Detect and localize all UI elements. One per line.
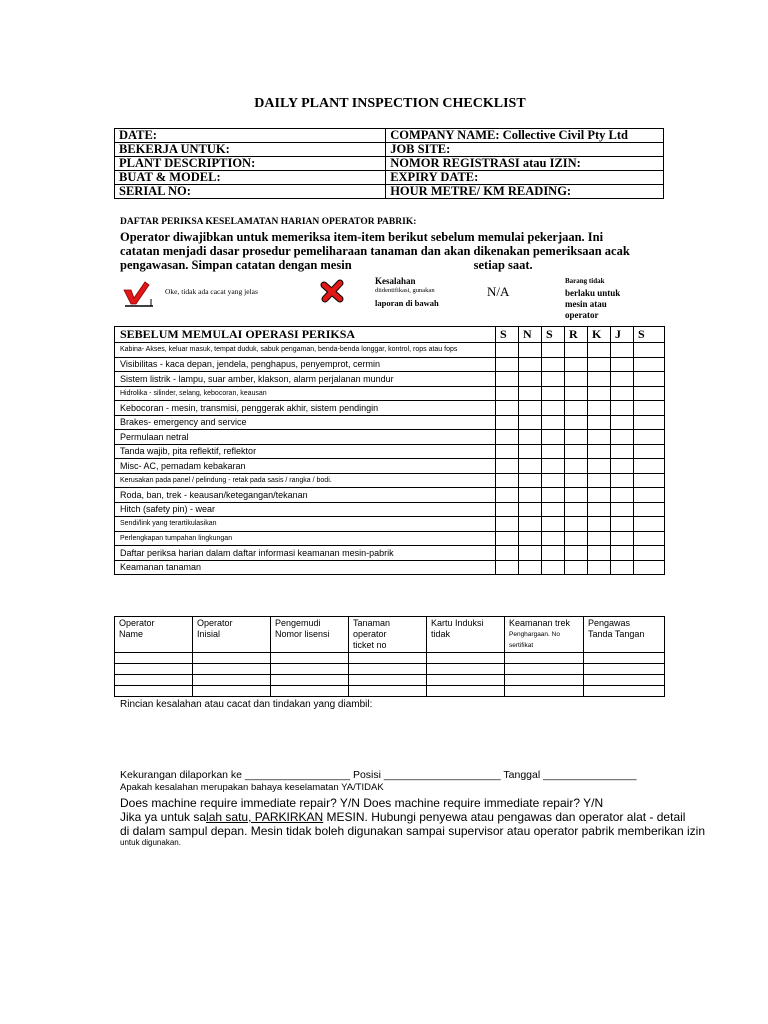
intro-line-3b: setiap saat.	[473, 258, 533, 272]
checklist-mark-cell[interactable]	[588, 386, 611, 401]
checklist-row	[115, 430, 665, 445]
checklist-item-label: Hidrolika - silinder, selang, kebocoran, keausan	[115, 386, 496, 401]
checklist-mark-cell[interactable]	[565, 473, 588, 488]
checklist-row	[115, 459, 665, 474]
checklist-item-label: Sendi/link yang terartikulasikan	[115, 517, 496, 532]
checklist-mark-cell[interactable]	[565, 502, 588, 517]
checklist-mark-cell[interactable]	[496, 357, 519, 372]
operator-entry-row	[115, 675, 665, 686]
operator-entry-cell[interactable]	[427, 653, 505, 664]
checklist-mark-cell[interactable]	[565, 531, 588, 546]
operator-column-header	[584, 617, 665, 653]
legend-na: N/A	[487, 284, 510, 299]
checklist-mark-cell[interactable]	[542, 531, 565, 546]
header-row	[115, 185, 664, 199]
checklist-row	[115, 401, 665, 416]
checklist-item-label: Perlengkapan tumpahan lingkungan	[115, 531, 496, 546]
legend-fault-report: laporan di bawah	[375, 298, 439, 308]
day-column-header: N	[519, 327, 542, 343]
operator-column-header	[271, 617, 349, 653]
checklist-mark-cell[interactable]	[519, 357, 542, 372]
checklist-mark-cell[interactable]	[519, 343, 542, 358]
day-column-header: J	[611, 327, 634, 343]
checklist-row	[115, 502, 665, 517]
checklist-mark-cell[interactable]	[565, 517, 588, 532]
checklist-mark-cell[interactable]	[588, 343, 611, 358]
checklist-row	[115, 560, 665, 575]
checklist-mark-cell[interactable]	[634, 473, 665, 488]
checklist-mark-cell[interactable]	[519, 488, 542, 503]
checklist-mark-cell[interactable]	[565, 415, 588, 430]
checklist-mark-cell[interactable]	[588, 502, 611, 517]
operator-entry-row	[115, 664, 665, 675]
operator-entry-cell[interactable]	[505, 653, 584, 664]
checklist-mark-cell[interactable]	[542, 517, 565, 532]
inspection-checklist-table	[114, 326, 665, 575]
checklist-mark-cell[interactable]	[496, 560, 519, 575]
operator-entry-cell[interactable]	[271, 686, 349, 697]
park-text-a: Jika ya untuk sa	[120, 810, 207, 824]
park-instruction-line-1	[120, 810, 685, 824]
checklist-mark-cell[interactable]	[565, 546, 588, 561]
checklist-mark-cell[interactable]	[565, 430, 588, 445]
checklist-heading: SEBELUM MEMULAI OPERASI PERIKSA	[115, 327, 496, 343]
checklist-mark-cell[interactable]	[634, 560, 665, 575]
checklist-mark-cell[interactable]	[634, 343, 665, 358]
checklist-mark-cell[interactable]	[542, 502, 565, 517]
checklist-mark-cell[interactable]	[496, 517, 519, 532]
checklist-item-label: Brakes- emergency and service	[115, 415, 496, 430]
checklist-mark-cell[interactable]	[542, 357, 565, 372]
checklist-mark-cell[interactable]	[611, 546, 634, 561]
legend-na-line4: operator	[565, 310, 599, 320]
checklist-mark-cell[interactable]	[519, 415, 542, 430]
checklist-mark-cell[interactable]	[611, 488, 634, 503]
checklist-mark-cell[interactable]	[565, 343, 588, 358]
checklist-mark-cell[interactable]	[542, 560, 565, 575]
legend-na-small: Barang tidak	[565, 277, 605, 285]
operator-entry-cell[interactable]	[193, 653, 271, 664]
intro-line-2: catatan menjadi dasar prosedur pemeliharaan tanaman dan akan dikenakan pemeriksaan acak	[120, 244, 630, 258]
checklist-mark-cell[interactable]	[519, 560, 542, 575]
checklist-mark-cell[interactable]	[519, 401, 542, 416]
checklist-mark-cell[interactable]	[588, 372, 611, 387]
operator-header-text: Tanaman	[353, 618, 391, 628]
reported-to-line: Kekurangan dilaporkan ke __________________ Posisi ____________________ Tanggal ________________	[120, 769, 637, 781]
checklist-mark-cell[interactable]	[588, 560, 611, 575]
checklist-mark-cell[interactable]	[565, 401, 588, 416]
header-cell: HOUR METRE/ KM READING:	[386, 185, 664, 199]
day-column-header: R	[565, 327, 588, 343]
operator-column-header	[505, 617, 584, 653]
checklist-mark-cell[interactable]	[588, 459, 611, 474]
operator-header-text: Operator	[119, 618, 155, 628]
checklist-row	[115, 546, 665, 561]
repair-question: Does machine require immediate repair? Y/N Does machine require immediate repair? Y/N	[120, 796, 604, 810]
checklist-mark-cell[interactable]	[496, 343, 519, 358]
checklist-mark-cell[interactable]	[611, 444, 634, 459]
checklist-item-label: Kabina- Akses, keluar masuk, tempat duduk, sabuk pengaman, benda-benda longgar, kontrol, rops atau fops	[115, 343, 496, 358]
checklist-mark-cell[interactable]	[496, 459, 519, 474]
checklist-mark-cell[interactable]	[496, 415, 519, 430]
checklist-mark-cell[interactable]	[496, 473, 519, 488]
operator-entry-cell[interactable]	[115, 653, 193, 664]
checklist-mark-cell[interactable]	[611, 560, 634, 575]
operator-entry-cell[interactable]	[427, 675, 505, 686]
operator-header-row	[115, 617, 665, 653]
checklist-mark-cell[interactable]	[634, 502, 665, 517]
operator-entry-cell[interactable]	[193, 686, 271, 697]
checklist-item-label: Kerusakan pada panel / pelindung - retak pada sasis / rangka / bodi.	[115, 473, 496, 488]
operator-entry-cell[interactable]	[349, 653, 427, 664]
checklist-mark-cell[interactable]	[634, 430, 665, 445]
header-row	[115, 157, 664, 171]
header-cell: COMPANY NAME: Collective Civil Pty Ltd	[386, 129, 664, 143]
operator-header-text: Name	[119, 629, 144, 639]
legend-fault-sub: diidentifikasi, gunakan	[375, 287, 435, 294]
cross-icon	[320, 279, 346, 303]
operator-entry-cell[interactable]	[193, 675, 271, 686]
operator-header-text: Operator	[197, 618, 233, 628]
operator-entry-row	[115, 686, 665, 697]
checklist-mark-cell[interactable]	[542, 444, 565, 459]
checklist-mark-cell[interactable]	[519, 517, 542, 532]
checklist-mark-cell[interactable]	[496, 372, 519, 387]
checklist-row	[115, 473, 665, 488]
checklist-mark-cell[interactable]	[542, 415, 565, 430]
checklist-mark-cell[interactable]	[611, 517, 634, 532]
checklist-mark-cell[interactable]	[519, 502, 542, 517]
operator-header-text: ticket no	[353, 640, 387, 650]
checklist-mark-cell[interactable]	[634, 517, 665, 532]
operator-column-header	[427, 617, 505, 653]
park-text-b: MESIN. Hubungi penyewa atau pengawas dan operator alat - detail	[323, 810, 686, 824]
operator-entry-cell[interactable]	[271, 675, 349, 686]
checklist-mark-cell[interactable]	[496, 401, 519, 416]
checklist-mark-cell[interactable]	[634, 459, 665, 474]
legend-na-lines	[565, 288, 620, 321]
operator-column-header	[349, 617, 427, 653]
checklist-mark-cell[interactable]	[496, 386, 519, 401]
checklist-mark-cell[interactable]	[634, 357, 665, 372]
checklist-item-label: Keamanan tanaman	[115, 560, 496, 575]
checklist-row	[115, 372, 665, 387]
checklist-mark-cell[interactable]	[611, 357, 634, 372]
operator-column-header	[115, 617, 193, 653]
checklist-mark-cell[interactable]	[565, 488, 588, 503]
checklist-mark-cell[interactable]	[634, 546, 665, 561]
legend-fault-title: Kesalahan	[375, 276, 416, 286]
checkmark-icon	[121, 279, 155, 309]
checklist-mark-cell[interactable]	[565, 444, 588, 459]
checklist-row	[115, 444, 665, 459]
checklist-mark-cell[interactable]	[611, 531, 634, 546]
header-row	[115, 143, 664, 157]
day-column-header: K	[588, 327, 611, 343]
operator-entry-cell[interactable]	[349, 675, 427, 686]
checklist-mark-cell[interactable]	[519, 372, 542, 387]
header-cell: EXPIRY DATE:	[386, 171, 664, 185]
operator-entry-cell[interactable]	[193, 664, 271, 675]
checklist-mark-cell[interactable]	[519, 531, 542, 546]
checklist-header-row	[115, 327, 665, 343]
hazard-question: Apakah kesalahan merupakan bahaya keselamatan YA/TIDAK	[120, 782, 384, 793]
checklist-mark-cell[interactable]	[519, 546, 542, 561]
day-column-header: S	[634, 327, 665, 343]
operator-entry-cell[interactable]	[115, 675, 193, 686]
operator-entry-cell[interactable]	[427, 664, 505, 675]
checklist-row	[115, 517, 665, 532]
checklist-mark-cell[interactable]	[588, 488, 611, 503]
day-column-header: S	[542, 327, 565, 343]
checklist-mark-cell[interactable]	[542, 372, 565, 387]
operator-entry-cell[interactable]	[349, 664, 427, 675]
checklist-item-label: Misc- AC, pemadam kebakaran	[115, 459, 496, 474]
checklist-mark-cell[interactable]	[519, 386, 542, 401]
checklist-mark-cell[interactable]	[542, 473, 565, 488]
header-row	[115, 129, 664, 143]
checklist-item-label: Daftar periksa harian dalam daftar informasi keamanan mesin-pabrik	[115, 546, 496, 561]
checklist-mark-cell[interactable]	[519, 473, 542, 488]
checklist-mark-cell[interactable]	[611, 459, 634, 474]
operator-header-text: Pengawas	[588, 618, 631, 628]
header-cell: NOMOR REGISTRASI atau IZIN:	[386, 157, 664, 171]
checklist-item-label: Tanda wajib, pita reflektif, reflektor	[115, 444, 496, 459]
operator-header-text: Kartu Induksi	[431, 618, 484, 628]
park-instruction-line-3: untuk digunakan.	[120, 838, 181, 847]
operator-header-text: Penghargaan. No sertifikat	[509, 631, 560, 649]
checklist-mark-cell[interactable]	[519, 444, 542, 459]
checklist-row	[115, 386, 665, 401]
checklist-mark-cell[interactable]	[611, 386, 634, 401]
operator-header-text: Tanda Tangan	[588, 629, 645, 639]
legend-na-line2: berlaku untuk	[565, 288, 621, 298]
header-cell: BEKERJA UNTUK:	[115, 143, 386, 157]
operator-entry-cell[interactable]	[584, 664, 665, 675]
checklist-row	[115, 343, 665, 358]
checklist-mark-cell[interactable]	[542, 488, 565, 503]
checklist-mark-cell[interactable]	[588, 357, 611, 372]
checklist-item-label: Permulaan netral	[115, 430, 496, 445]
checklist-mark-cell[interactable]	[588, 531, 611, 546]
operator-entry-cell[interactable]	[427, 686, 505, 697]
operator-entry-cell[interactable]	[505, 675, 584, 686]
operator-header-text: Pengemudi	[275, 618, 321, 628]
checklist-mark-cell[interactable]	[588, 415, 611, 430]
checklist-mark-cell[interactable]	[634, 488, 665, 503]
operator-entry-cell[interactable]	[584, 675, 665, 686]
checklist-item-label: Visibilitas - kaca depan, jendela, penghapus, penyemprot, cermin	[115, 357, 496, 372]
checklist-mark-cell[interactable]	[611, 502, 634, 517]
checklist-mark-cell[interactable]	[496, 444, 519, 459]
operator-header-text: Keamanan trek	[509, 618, 571, 628]
checklist-row	[115, 357, 665, 372]
operator-header-text: operator	[353, 629, 387, 639]
checklist-mark-cell[interactable]	[565, 560, 588, 575]
checklist-row	[115, 531, 665, 546]
operator-entry-cell[interactable]	[349, 686, 427, 697]
operator-entry-cell[interactable]	[115, 664, 193, 675]
intro-paragraph	[120, 230, 660, 272]
park-instruction-line-2: di dalam sampul depan. Mesin tidak boleh digunakan sampai supervisor atau operator pabrik memberikan izin	[120, 824, 705, 838]
operator-entry-cell[interactable]	[115, 686, 193, 697]
checklist-mark-cell[interactable]	[588, 430, 611, 445]
operator-header-text: Inisial	[197, 629, 221, 639]
checklist-mark-cell[interactable]	[542, 459, 565, 474]
checklist-mark-cell[interactable]	[634, 415, 665, 430]
operator-entry-row	[115, 653, 665, 664]
operator-entry-cell[interactable]	[271, 664, 349, 675]
checklist-item-label: Hitch (safety pin) - wear	[115, 502, 496, 517]
checklist-item-label: Kebocoran - mesin, transmisi, penggerak akhir, sistem pendingin	[115, 401, 496, 416]
checklist-mark-cell[interactable]	[588, 444, 611, 459]
checklist-mark-cell[interactable]	[634, 531, 665, 546]
checklist-mark-cell[interactable]	[542, 343, 565, 358]
checklist-item-label: Sistem listrik - lampu, suar amber, klakson, alarm perjalanan mundur	[115, 372, 496, 387]
operator-column-header	[193, 617, 271, 653]
checklist-mark-cell[interactable]	[565, 372, 588, 387]
checklist-mark-cell[interactable]	[634, 444, 665, 459]
intro-line-3a: pengawasan. Simpan catatan dengan mesin	[120, 258, 352, 272]
header-row	[115, 171, 664, 185]
checklist-mark-cell[interactable]	[634, 386, 665, 401]
day-column-header: S	[496, 327, 519, 343]
checklist-mark-cell[interactable]	[542, 401, 565, 416]
checklist-mark-cell[interactable]	[565, 386, 588, 401]
checklist-mark-cell[interactable]	[611, 372, 634, 387]
checklist-mark-cell[interactable]	[519, 459, 542, 474]
checklist-mark-cell[interactable]	[634, 372, 665, 387]
checklist-mark-cell[interactable]	[519, 430, 542, 445]
operator-entry-cell[interactable]	[271, 653, 349, 664]
header-cell: SERIAL NO:	[115, 185, 386, 199]
checklist-mark-cell[interactable]	[588, 546, 611, 561]
checklist-mark-cell[interactable]	[496, 488, 519, 503]
section-heading: DAFTAR PERIKSA KESELAMATAN HARIAN OPERATOR PABRIK:	[120, 217, 417, 227]
checklist-mark-cell[interactable]	[611, 415, 634, 430]
header-cell: PLANT DESCRIPTION:	[115, 157, 386, 171]
checklist-mark-cell[interactable]	[496, 502, 519, 517]
checklist-mark-cell[interactable]	[542, 430, 565, 445]
document-title: DAILY PLANT INSPECTION CHECKLIST	[254, 96, 526, 111]
operator-entry-cell[interactable]	[505, 664, 584, 675]
header-cell: BUAT & MODEL:	[115, 171, 386, 185]
checklist-mark-cell[interactable]	[565, 357, 588, 372]
header-cell: JOB SITE:	[386, 143, 664, 157]
checklist-mark-cell[interactable]	[611, 473, 634, 488]
checklist-row	[115, 488, 665, 503]
checklist-mark-cell[interactable]	[611, 401, 634, 416]
checklist-mark-cell[interactable]	[634, 401, 665, 416]
checklist-mark-cell[interactable]	[611, 343, 634, 358]
checklist-mark-cell[interactable]	[588, 401, 611, 416]
checklist-mark-cell[interactable]	[542, 386, 565, 401]
operator-entry-cell[interactable]	[584, 686, 665, 697]
operator-header-text: tidak	[431, 629, 451, 639]
header-cell: DATE:	[115, 129, 386, 143]
operator-entry-cell[interactable]	[505, 686, 584, 697]
checklist-row	[115, 415, 665, 430]
checklist-mark-cell[interactable]	[496, 546, 519, 561]
checklist-mark-cell[interactable]	[542, 546, 565, 561]
intro-line-1: Operator diwajibkan untuk memeriksa item-item berikut sebelum memulai pekerjaan. Ini	[120, 230, 604, 244]
checklist-mark-cell[interactable]	[565, 459, 588, 474]
checklist-mark-cell[interactable]	[588, 473, 611, 488]
checklist-mark-cell[interactable]	[588, 517, 611, 532]
operator-sign-table	[114, 616, 665, 697]
checklist-mark-cell[interactable]	[611, 430, 634, 445]
checklist-item-label: Roda, ban, trek - keausan/ketegangan/tekanan	[115, 488, 496, 503]
legend-na-line3: mesin atau	[565, 299, 607, 309]
operator-entry-cell[interactable]	[584, 653, 665, 664]
header-info-table	[114, 128, 664, 199]
checklist-mark-cell[interactable]	[496, 430, 519, 445]
fault-details-label: Rincian kesalahan atau cacat dan tindakan yang diambil:	[120, 699, 373, 710]
park-text-underlined: lah satu, PARKIRKAN	[206, 810, 324, 824]
checklist-mark-cell[interactable]	[496, 531, 519, 546]
legend-ok-text: Oke, tidak ada cacat yang jelas	[165, 287, 258, 296]
operator-header-text: Nomor lisensi	[275, 629, 330, 639]
